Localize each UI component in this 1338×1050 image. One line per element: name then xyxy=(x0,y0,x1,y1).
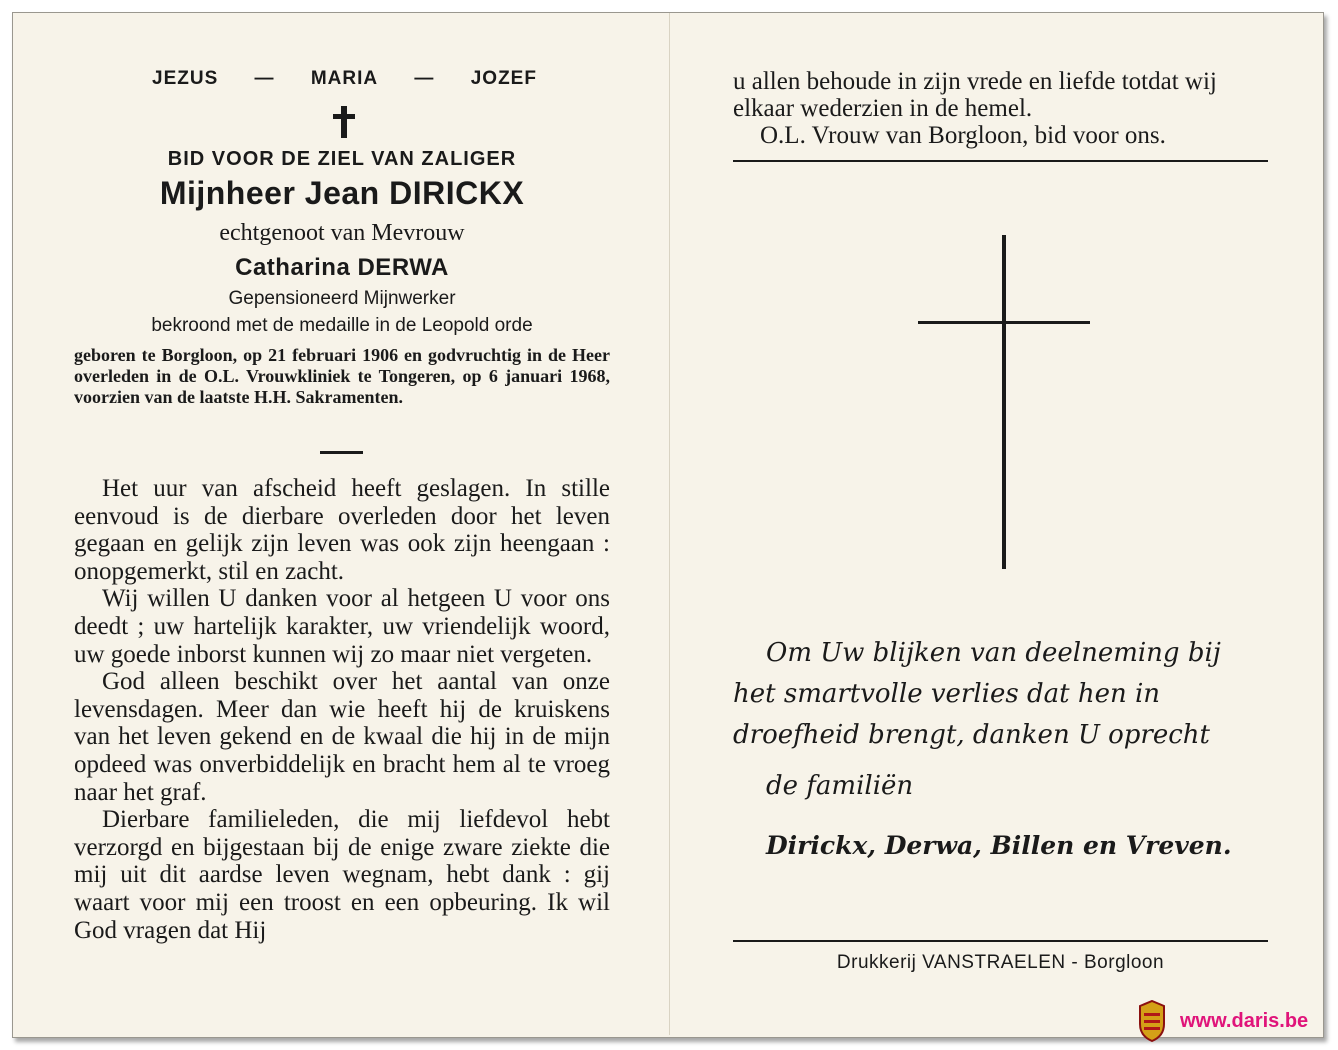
small-cross-icon xyxy=(333,106,355,138)
watermark-url: www.daris.be xyxy=(1180,1010,1309,1032)
header-dash-2: — xyxy=(414,68,435,89)
header-dash-1: — xyxy=(254,68,275,89)
header-name-jezus: JEZUS xyxy=(152,68,219,89)
paragraph-3: God alleen beschikt over het aantal van onze levensdagen. Meer dan wie heeft hij de kruiskens van het leven gekend en de kwaal die hij in de mijn opdeed was onverbiddelijk en bracht hem al te vroeg naar het graf. xyxy=(74,668,610,806)
paragraph-4: Dierbare familieleden, die mij liefdevol hebt verzorgd en bijgestaan bij de enige zware ziekte die mij uit dit aardse leven wegnam, hebt dank : gij waart voor mij een troost en een opbeuring. Ik wil God vragen dat Hij xyxy=(74,806,610,944)
family-names: Dirickx, Derwa, Billen en Vreven. xyxy=(766,831,1232,860)
spouse-name: Catharina DERWA xyxy=(235,254,449,281)
biography: geboren te Borgloon, op 21 februari 1906 en godvruchtig in de Heer overleden in de O.L. Vrouwkliniek te Tongeren, op 6 januari 1968, voorzien van de laatste H.H. Sakramenten. xyxy=(74,345,610,407)
crest-icon xyxy=(1136,1000,1168,1042)
honor-line: bekroond met de medaille in de Leopold orde xyxy=(151,315,533,336)
top-rule xyxy=(733,160,1268,162)
printer-credit: Drukkerij VANSTRAELEN - Borgloon xyxy=(836,952,1165,973)
header-name-jozef: JOZEF xyxy=(470,68,537,89)
invocation: O.L. Vrouw van Borgloon, bid voor ons. xyxy=(760,122,1166,149)
thanks-body: Om Uw blijken van deelneming bij het smartvolle verlies dat hen in droefheid brengt, danken U oprecht xyxy=(733,638,1221,750)
bottom-rule xyxy=(733,940,1268,942)
occupation: Gepensioneerd Mijnwerker xyxy=(228,288,456,309)
deceased-name: Mijnheer Jean DIRICKX xyxy=(159,175,525,211)
header-holy-names xyxy=(152,68,537,90)
paragraph-2: Wij willen U danken voor al hetgeen U voor ons deedt ; uw hartelijk karakter, uw vriendelijk woord, uw goede inborst kunnen wij zo maar niet vergeten. xyxy=(74,585,610,668)
families-intro: de familiën xyxy=(766,771,914,801)
continuation-text: u allen behoude in zijn vrede en liefde totdat wij elkaar wederzien in de hemel. xyxy=(733,68,1217,122)
spouse-intro: echtgenoot van Mevrouw xyxy=(219,220,465,246)
large-cross-icon xyxy=(916,235,1092,569)
header-name-maria: MARIA xyxy=(310,68,379,89)
prayer-line: BID VOOR DE ZIEL VAN ZALIGER xyxy=(167,148,517,170)
paragraph-1: Het uur van afscheid heeft geslagen. In stille eenvoud is de dierbare overleden door het leven gegaan en gelijk zijn leven was ook zijn heengaan : onopgemerkt, stil en zacht. xyxy=(74,475,610,585)
card-fold-line xyxy=(669,13,670,1035)
thanks-text xyxy=(733,633,1268,756)
section-divider xyxy=(320,451,363,454)
remembrance-text xyxy=(74,475,610,944)
